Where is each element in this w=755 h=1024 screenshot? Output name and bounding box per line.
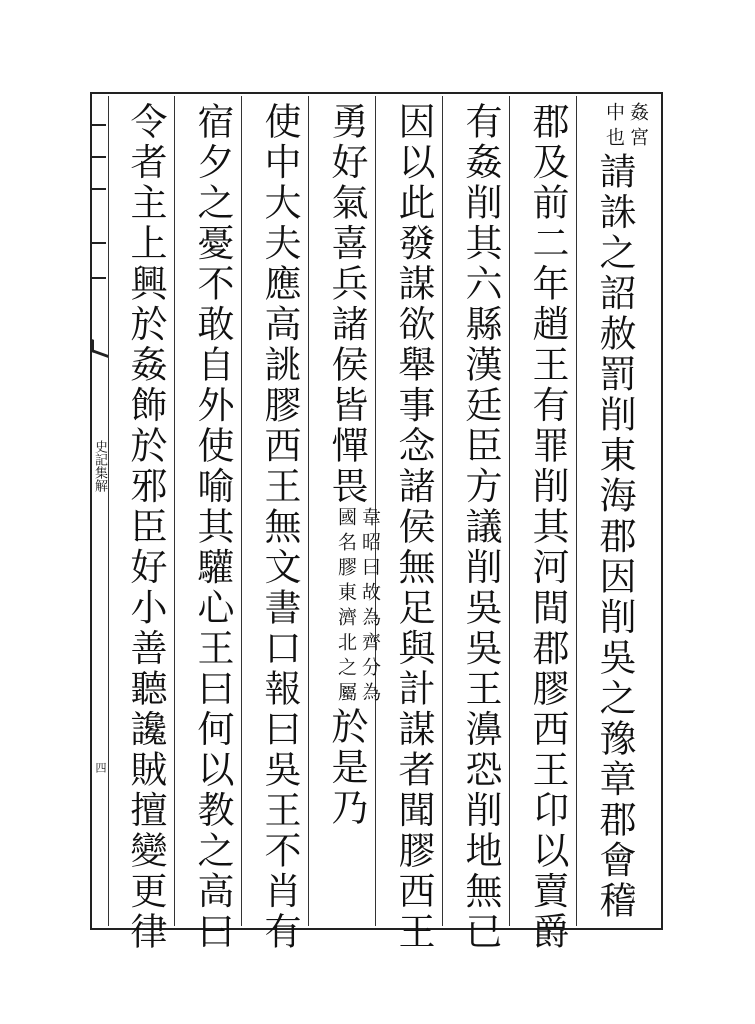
column-rule — [308, 96, 309, 926]
book-title: 史記集解 — [92, 440, 107, 492]
margin-strip — [90, 92, 108, 930]
margin-tick — [90, 277, 106, 279]
column-rule — [509, 96, 510, 926]
text-column-3 — [456, 102, 504, 953]
interlinear-note — [602, 102, 650, 152]
text-column-6 — [255, 102, 303, 953]
text-column-8 — [121, 102, 169, 953]
text-column-4 — [389, 102, 437, 953]
interlinear-note — [334, 507, 382, 707]
text-column-2 — [523, 102, 571, 953]
column-text: 請誅之詔赦罰削東海郡因削吳之豫章郡會稽 — [593, 152, 636, 922]
column-text: 因以此發謀欲舉事念諸侯無足與計謀者聞膠西王 — [392, 102, 435, 953]
column-rule — [442, 96, 443, 926]
text-column-7 — [188, 102, 236, 953]
column-text: 令者主上興於姦飾於邪臣好小善聽讒賊擅變更律 — [124, 102, 167, 953]
margin-tick — [90, 188, 106, 190]
margin-tick — [90, 156, 106, 158]
column-rule — [241, 96, 242, 926]
note-left: 國名膠東濟北之屬 — [335, 507, 357, 707]
note-right: 韋昭曰故為齊分為 — [359, 507, 381, 707]
text-column-5 — [322, 102, 382, 922]
column-text: 勇好氣喜兵諸侯皆憚畏 — [325, 102, 368, 507]
note-right: 姦宮 — [627, 102, 649, 152]
margin-tick — [90, 242, 106, 244]
page-number: 四 — [94, 762, 107, 773]
margin-tick — [90, 124, 106, 126]
column-text: 宿夕之憂不敢自外使喻其驩心王曰何以教之高曰 — [191, 102, 234, 953]
column-rule — [576, 96, 577, 926]
note-left: 中也 — [603, 102, 625, 152]
column-text: 郡及前二年趙王有罪削其河間郡膠西王卬以賣爵 — [526, 102, 569, 953]
column-rule — [174, 96, 175, 926]
column-text: 有姦削其六縣漢廷臣方議削吳吳王濞恐削地無已 — [459, 102, 502, 953]
text-column-1 — [590, 102, 650, 922]
column-text: 使中大夫應高誂膠西王無文書口報曰吳王不肖有 — [258, 102, 301, 953]
column-text: 於是乃 — [325, 707, 368, 829]
